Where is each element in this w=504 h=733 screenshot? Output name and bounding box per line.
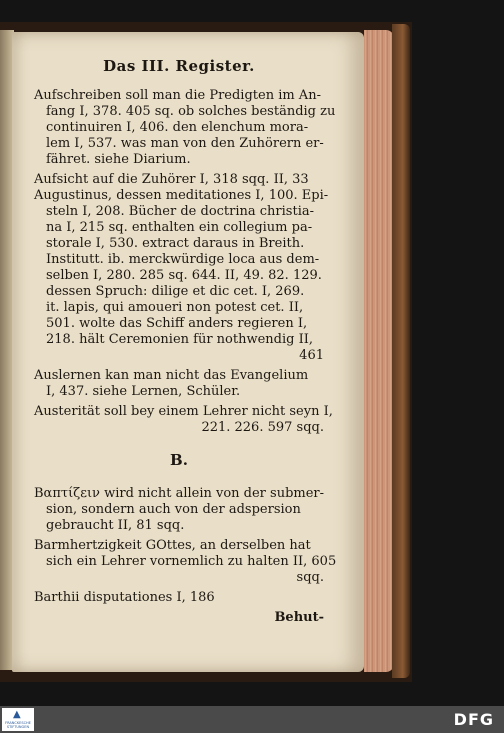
page-text [34,57,337,626]
page-edges [364,30,394,672]
entry-line: it. lapis, qui amoueri non potest cet. II, [46,300,304,315]
entry-line: storale I, 530. extract daraus in Breith. [46,236,305,251]
entry-line: fähret. siehe Diarium. [46,152,191,167]
index-entry-austeritaet [34,404,333,436]
eagle-icon: ▲ [13,709,21,720]
entry-line: Βαπτίζειν wird nicht allein von der submer- [34,486,325,501]
entry-line: Augustinus, dessen meditationes I, 100. Epi- [34,188,329,203]
entry-line: sich ein Lehrer vornemlich zu halten II, 605 [46,554,337,569]
index-entry-aufsicht-augustinus [34,172,329,364]
page-header: Das III. Register. [103,57,255,75]
catchword: Behut- [274,610,324,625]
index-entry-barmhertzigkeit [34,538,337,586]
index-entry-auslernen [34,368,324,400]
footer-bar [0,706,504,733]
entry-line: Institutt. ib. merckwürdige loca aus dem- [46,252,320,267]
entry-line: sqq. [296,570,324,585]
book-spine-edge [392,24,410,678]
entry-line: Barmhertzigkeit GOttes, an derselben hat [34,538,311,553]
franckesche-stiftungen-logo[interactable] [2,708,34,731]
entry-line: lem I, 537. was man von den Zuhörern er- [46,136,324,151]
entry-line: steln I, 208. Bücher de doctrina christia- [46,204,314,219]
entry-line: 221. 226. 597 sqq. [201,420,324,435]
entry-line: Barthii disputationes I, 186 [34,590,215,605]
entry-line: 218. hält Ceremonien für nothwendig II, [46,332,314,347]
entry-line: gebraucht II, 81 sqq. [46,518,185,533]
index-entry-barthii [34,590,324,606]
entry-line: fang I, 378. 405 sq. ob solches beständig zu [46,104,336,119]
entry-line: Austerität soll bey einem Lehrer nicht seyn I, [34,404,333,419]
entry-line: continuiren I, 406. den elenchum mora- [46,120,309,135]
entry-line: 461 [299,348,324,363]
entry-line: selben I, 280. 285 sq. 644. II, 49. 82. 129. [46,268,322,283]
entry-line: I, 437. siehe Lernen, Schüler. [46,384,241,399]
entry-line: Auslernen kan man nicht das Evangelium [34,368,309,383]
entry-line: Aufsicht auf die Zuhörer I, 318 sqq. II, 33 [34,172,309,187]
logo-text: FRANCKESCHE STIFTUNGEN [5,721,31,729]
index-entry-baptizein [34,486,324,534]
entry-line: dessen Spruch: dilige et dic cet. I, 269. [46,284,305,299]
section-letter-b: B. [170,451,188,469]
index-entry-aufschreiben [34,88,336,168]
entry-line: sion, sondern auch von der adspersion [46,502,301,517]
entry-line: 501. wolte das Schiff anders regieren I, [46,316,308,331]
dfg-logo[interactable]: DFG [453,710,494,729]
entry-line: Aufschreiben soll man die Predigten im An- [34,88,321,103]
entry-line: na I, 215 sq. enthalten ein collegium pa- [46,220,313,235]
